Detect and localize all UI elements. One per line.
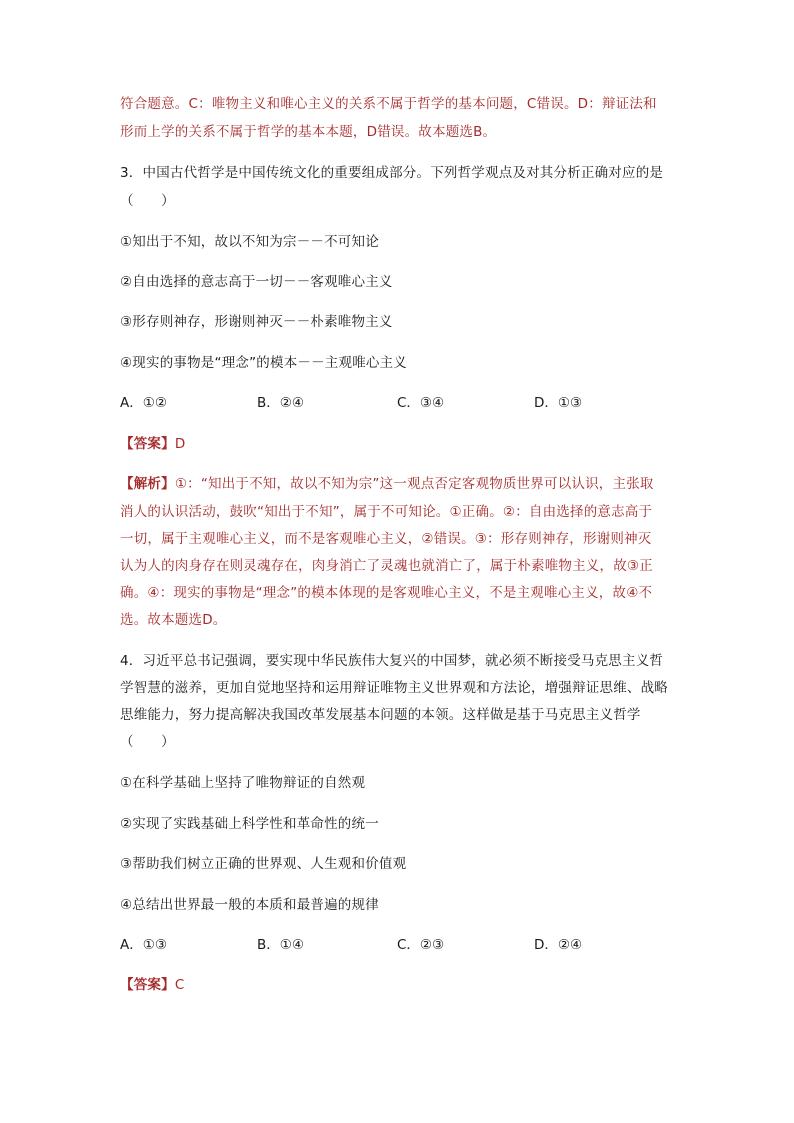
q4-option-b: B．①④ <box>257 937 304 953</box>
q3-answer-label: 【答案】 <box>120 436 175 452</box>
q4-item-3: ③帮助我们树立正确的世界观、人生观和价值观 <box>120 856 407 872</box>
q3-analysis-line-3: 一切，属于主观唯心主义，而不是客观唯心主义，②错误。③：形存则神存，形谢则神灭 <box>120 531 652 547</box>
q4-item-1: ①在科学基础上坚持了唯物辩证的自然观 <box>120 775 366 791</box>
q3-item-2: ②自由选择的意志高于一切－－客观唯心主义 <box>120 274 393 290</box>
q3-analysis-line-6: 选。故本题选D。 <box>120 612 227 628</box>
q3-stem-line-1: 3．中国古代哲学是中国传统文化的重要组成部分。下列哲学观点及对其分析正确对应的是 <box>120 165 664 181</box>
q4-option-c: C．②③ <box>397 937 445 953</box>
q3-analysis-line-5: 确。④：现实的事物是“理念”的模本体现的是客观唯心主义，不是主观唯心主义，故④不 <box>120 585 653 601</box>
q4-stem-line-4: （ ） <box>120 734 175 750</box>
q3-answer-value: D <box>174 436 186 452</box>
q3-item-1: ①知出于不知，故以不知为宗－－不可知论 <box>120 234 379 250</box>
q4-answer <box>120 975 676 995</box>
q4-item-4: ④总结出世界最一般的本质和最普遍的规律 <box>120 897 379 913</box>
q3-option-a: A．①② <box>120 395 167 411</box>
q3-answer <box>120 434 676 454</box>
q4-stem-line-1: 4．习近平总书记强调，要实现中华民族伟大复兴的中国梦，就必须不断接受马克思主义哲 <box>120 653 664 669</box>
q4-option-a: A．①③ <box>120 937 167 953</box>
q3-item-4: ④现实的事物是“理念”的模本－－主观唯心主义 <box>120 355 407 371</box>
q4-answer-label: 【答案】 <box>120 977 175 993</box>
q4-item-2: ②实现了实践基础上科学性和革命性的统一 <box>120 816 379 832</box>
q4-options <box>120 935 676 955</box>
q3-option-b: B．②④ <box>257 395 304 411</box>
q3-analysis-text-1: ①：“知出于不知，故以不知为宗”这一观点否定客观物质世界可以认识，主张取 <box>174 476 654 492</box>
q3-option-c: C．③④ <box>397 395 445 411</box>
q4-stem-line-3: 思维能力，努力提高解决我国改革发展基本问题的本领。这样做是基于马克思主义哲学 <box>120 707 641 723</box>
q3-stem-line-2: （ ） <box>120 193 175 209</box>
q4-option-d: D．②④ <box>534 937 583 953</box>
q4-stem-line-2: 学智慧的滋养，更加自觉地坚持和运用辩证唯物主义世界观和方法论，增强辩证思维、战略 <box>120 680 668 696</box>
q3-analysis-line-4: 认为人的肉身存在则灵魂存在，肉身消亡了灵魂也就消亡了，属于朴素唯物主义，故③正 <box>120 558 653 574</box>
q3-options <box>120 393 676 413</box>
q3-analysis-line-1 <box>120 474 676 494</box>
q3-analysis-label: 【解析】 <box>120 476 175 492</box>
prev-explanation-line-1: 符合题意。C：唯物主义和唯心主义的关系不属于哲学的基本问题，C错误。D：辩证法和 <box>120 96 657 112</box>
q3-item-3: ③形存则神存，形谢则神灭－－朴素唯物主义 <box>120 314 393 330</box>
q3-analysis-line-2: 消人的认识活动，鼓吹“知出于不知”，属于不可知论。①正确。②：自由选择的意志高于 <box>120 504 653 520</box>
q3-option-d: D．①③ <box>534 395 583 411</box>
prev-explanation-line-2: 形而上学的关系不属于哲学的基本本题，D错误。故本题选B。 <box>120 124 497 140</box>
q4-answer-value: C <box>174 977 185 993</box>
